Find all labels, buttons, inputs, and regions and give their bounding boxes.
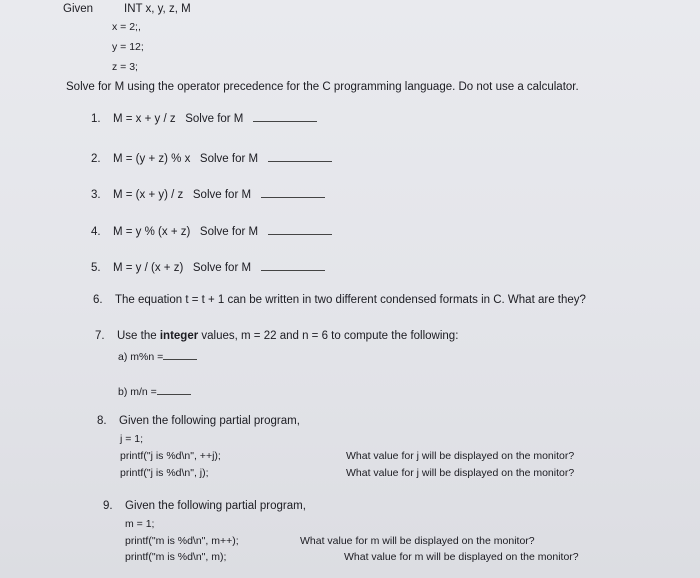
- q9-code-3: printf("m is %d\n", m);: [125, 551, 227, 563]
- question-number: 8.: [97, 415, 107, 427]
- answer-blank[interactable]: [163, 349, 197, 360]
- answer-blank[interactable]: [157, 384, 191, 395]
- answer-blank[interactable]: [261, 260, 325, 271]
- answer-blank[interactable]: [268, 224, 332, 235]
- question-number: 6.: [93, 294, 103, 306]
- prompt: Solve for M: [199, 153, 259, 165]
- prompt: Solve for M: [199, 226, 259, 238]
- q8-code-3: printf("j is %d\n", j);: [120, 467, 209, 479]
- question-4: [91, 224, 332, 238]
- question-7: [95, 330, 458, 342]
- declaration: INT x, y, z, M: [124, 3, 191, 15]
- answer-blank[interactable]: [261, 187, 325, 198]
- instruction: Solve for M using the operator precedence for the C programming language. Do not use a calculator.: [66, 81, 579, 93]
- q9-code-2: printf("m is %d\n", m++);: [125, 535, 239, 547]
- question-3: [91, 187, 325, 201]
- question-number: 9.: [103, 500, 113, 512]
- question-7a: [118, 349, 197, 363]
- q9-ask-1: What value for m will be displayed on the monitor?: [300, 535, 535, 547]
- q8-ask-1: What value for j will be displayed on the monitor?: [346, 450, 575, 462]
- prompt: Solve for M: [185, 113, 244, 125]
- question-number: 7.: [95, 330, 105, 342]
- question-text: Given the following partial program,: [119, 415, 300, 427]
- expression: M = x + y / z: [113, 113, 176, 125]
- question-number: 1.: [91, 113, 101, 125]
- question-7b: [118, 384, 191, 398]
- question-number: 5.: [91, 262, 101, 274]
- q8-ask-2: What value for j will be displayed on the monitor?: [346, 467, 575, 479]
- given-y: y = 12;: [112, 41, 144, 53]
- q9-ask-2: What value for m will be displayed on the monitor?: [344, 551, 579, 563]
- expression: M = y / (x + z): [113, 262, 184, 274]
- expression: M = (x + y) / z: [113, 189, 184, 201]
- expression: M = (y + z) % x: [113, 153, 191, 165]
- prompt: Solve for M: [192, 189, 252, 201]
- question-text-post: values, m = 22 and n = 6 to compute the following:: [201, 330, 459, 342]
- question-text: Given the following partial program,: [125, 500, 306, 512]
- given-x: x = 2;,: [112, 21, 141, 33]
- answer-blank[interactable]: [253, 111, 317, 122]
- part-a: a) m%n =: [118, 351, 164, 363]
- prompt: Solve for M: [192, 262, 252, 274]
- given-label: Given: [63, 3, 94, 15]
- question-number: 2.: [91, 153, 101, 165]
- given-z: z = 3;: [112, 61, 138, 73]
- question-text: The equation t = t + 1 can be written in two different condensed formats in C. What are they?: [115, 294, 586, 306]
- question-2: [91, 151, 332, 165]
- question-6: [93, 294, 586, 306]
- q8-code-2: printf("j is %d\n", ++j);: [120, 450, 221, 462]
- q8-code-1: j = 1;: [120, 433, 144, 445]
- question-1: [91, 111, 317, 125]
- question-8: [97, 415, 300, 427]
- question-text-pre: Use the: [117, 330, 157, 342]
- question-number: 3.: [91, 189, 101, 201]
- part-b: b) m/n =: [118, 386, 157, 398]
- q9-code-1: m = 1;: [125, 518, 155, 530]
- question-text-bold: integer: [159, 330, 199, 342]
- question-9: [103, 500, 306, 512]
- question-5: [91, 260, 325, 274]
- expression: M = y % (x + z): [113, 226, 191, 238]
- question-number: 4.: [91, 226, 101, 238]
- answer-blank[interactable]: [268, 151, 332, 162]
